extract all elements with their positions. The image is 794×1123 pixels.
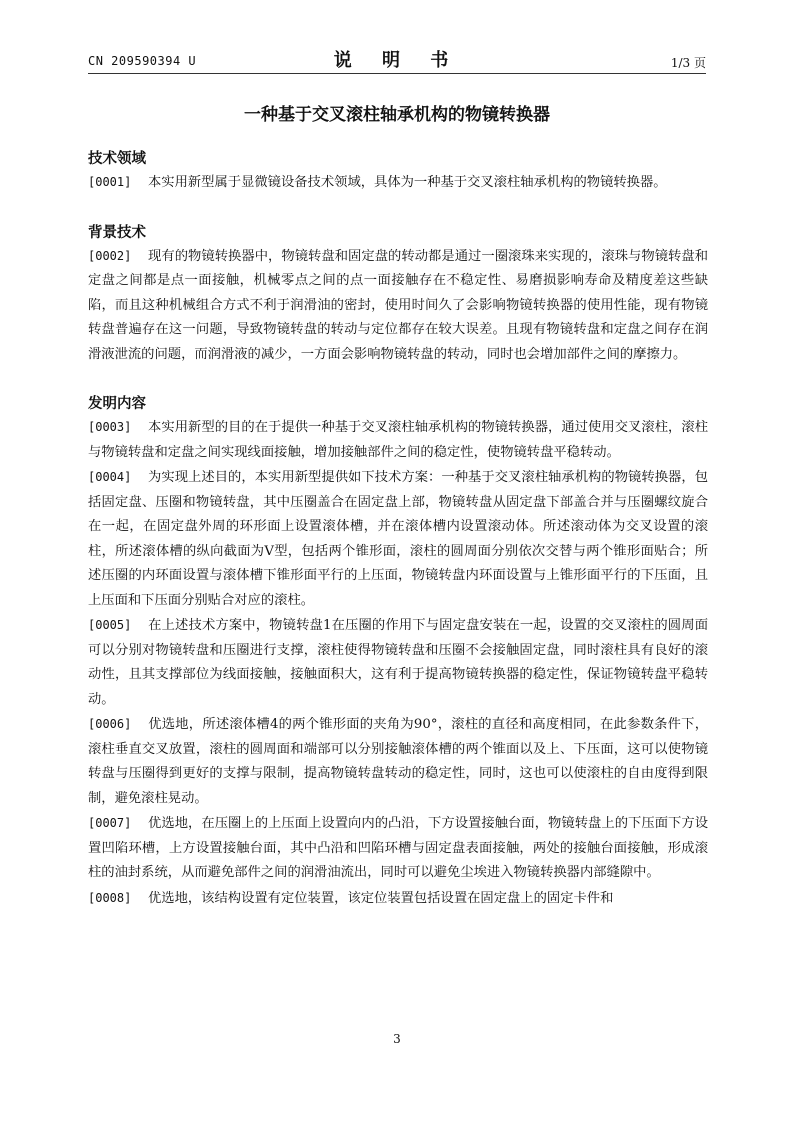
paragraph-text: 在上述技术方案中，物镜转盘1在压圈的作用下与固定盘安装在一起，设置的交叉滚柱的圆周面可以分别对物镜转盘和压圈进行支撑，滚柱使得物镜转盘和压圈不会接触固定盘，同时滚柱具有良好的滚动性，且其支撑部位为线面接触，接触面积大，这有利于提高物镜转换器的稳定性，保证物镜转盘平稳转动。 <box>88 618 708 707</box>
paragraph-number: [0006] <box>88 717 132 731</box>
paragraph <box>88 465 708 613</box>
header-divider <box>88 73 706 74</box>
paragraph-text: 优选地，在压圈上的上压面上设置向内的凸沿，下方设置接触台面，物镜转盘上的下压面下方设置凹陷环槽，上方设置接触台面，其中凸沿和凹陷环槽与固定盘表面接触，两处的接触台面接触，形成滚柱的油封系统，从而避免部件之间的润滑油流出，同时可以避免尘埃进入物镜转换器内部缝隙中。 <box>88 816 708 880</box>
paragraph-number: [0008] <box>88 890 132 905</box>
paragraph-text: 本实用新型的目的在于提供一种基于交叉滚柱轴承机构的物镜转换器，通过使用交叉滚柱，滚柱与物镜转盘和定盘之间实现线面接触，增加接触部件之间的稳定性，使物镜转盘平稳转动。 <box>88 420 708 460</box>
section-heading: 技术领域 <box>88 151 146 167</box>
paragraph-number: [0007] <box>88 816 132 830</box>
paragraph <box>88 811 708 886</box>
paragraph-number: [0003] <box>88 420 132 434</box>
paragraph-text: 优选地，该结构设置有定位装置，该定位装置包括设置在固定盘上的固定卡件和 <box>148 890 614 906</box>
paragraph-number: [0002] <box>88 248 132 263</box>
document-body <box>88 148 708 911</box>
paragraph-number: [0005] <box>88 618 132 632</box>
paragraph-text: 为实现上述目的，本实用新型提供如下技术方案：一种基于交叉滚柱轴承机构的物镜转换器，包括固定盘、压圈和物镜转盘，其中压圈盖合在固定盘上部，物镜转盘从固定盘下部盖合并与压圈螺纹旋合在一起，在固定盘外周的环形面上设置滚体槽，并在滚体槽内设置滚动体。所述滚动体为交叉设置的滚柱，所述滚体槽的纵向截面为V型，包括两个锥形面，滚柱的圆周面分别依次交替与两个锥形面贴合；所述压圈的内环面设置与滚体槽下锥形面平行的上压面，物镜转盘内环面设置与上锥形面平行的下压面，且上压面和下压面分别贴合对应的滚柱。 <box>88 470 708 608</box>
paragraph-text: 优选地，所述滚体槽4的两个锥形面的夹角为90°，滚柱的直径和高度相同，在此参数条件下，滚柱垂直交叉放置，滚柱的圆周面和端部可以分别接触滚体槽的两个锥面以及上、下压面，这可以使物镜转盘与压圈得到更好的支撑与限制，提高物镜转盘转动的稳定性，同时，这也可以使滚柱的自由度得到限制，避免滚柱晃动。 <box>88 717 708 806</box>
paragraph <box>88 170 708 196</box>
patent-number: CN 209590394 U <box>88 54 197 68</box>
paragraph <box>88 415 708 465</box>
section-heading: 发明内容 <box>88 396 146 412</box>
paragraph-number: [0004] <box>88 470 132 484</box>
paragraph-number: [0001] <box>88 175 132 189</box>
page-number: 3 <box>393 1032 401 1046</box>
paragraph <box>88 712 708 811</box>
section-heading: 背景技术 <box>88 224 146 241</box>
paragraph <box>88 244 708 368</box>
paragraph <box>88 613 708 712</box>
paragraph-text: 现有的物镜转换器中，物镜转盘和固定盘的转动都是通过一圈滚珠来实现的，滚珠与物镜转盘和定盘之间都是点一面接触，机械零点之间的点一面接触存在不稳定性、易磨损影响寿命及精度差这些缺陷，而且这种机械组合方式不利于润滑油的密封，使用时间久了会影响物镜转换器的使用性能，现有物镜转盘普遍存在这一问题，导致物镜转盘的转动与定位都存在较大误差。且现有物镜转盘和定盘之间存在润滑液泄流的问题，而润滑液的减少，一方面会影响物镜转盘的转动，同时也会增加部件之间的摩擦力。 <box>88 248 708 362</box>
page-info: 1/3 页 <box>670 56 706 70</box>
paragraph <box>88 886 708 912</box>
paragraph-text: 本实用新型属于显微镜设备技术领域，具体为一种基于交叉滚柱轴承机构的物镜转换器。 <box>148 175 667 190</box>
page-header <box>88 40 706 72</box>
document-type: 说 明 书 <box>333 50 461 71</box>
document-title: 一种基于交叉滚柱轴承机构的物镜转换器 <box>244 105 550 125</box>
